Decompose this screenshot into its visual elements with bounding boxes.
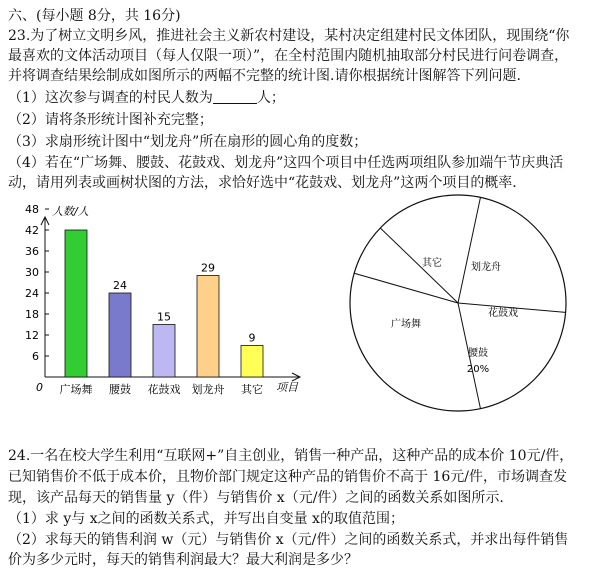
answer-blank[interactable] xyxy=(213,89,257,104)
pie-chart-marks xyxy=(350,195,566,411)
y-tick-label: 12 xyxy=(25,329,39,342)
y-tick-label: 24 xyxy=(25,287,39,300)
x-axis-label: 项目 xyxy=(276,381,298,394)
y-tick-label: 48 xyxy=(25,203,39,216)
bar-chart-marks xyxy=(60,230,264,396)
q23-sub3: （3）求扇形统计图中“划龙舟”所在扇形的圆心角的度数； xyxy=(8,134,368,150)
x-category-label: 广场舞 xyxy=(59,383,93,396)
q23-sub1 xyxy=(8,88,285,108)
q23-sub1-text: （1）这次参与调查的村民人数为 xyxy=(8,90,213,106)
pie-slice-percent: 20% xyxy=(466,364,490,375)
y-tick-label: 42 xyxy=(25,224,39,237)
pie-slice-label: 腰鼓 xyxy=(468,348,488,359)
y-axis-label: 人数/人 xyxy=(52,205,89,218)
bar-chart xyxy=(0,195,320,405)
q24-sub2-line-1: （2）求每天的销售利润 w（元）与销售价 x（元/件）之间的函数关系式，并求出每件销售 xyxy=(8,532,569,548)
bar-data-label: 24 xyxy=(113,279,127,292)
q23-sub4-line-2: 动，请用列表或画树状图的方法，求恰好选中“花鼓戏、划龙舟”这两个项目的概率. xyxy=(8,175,517,191)
bar-data-label: 29 xyxy=(201,261,215,275)
q23-sub4-line-1: （4）若在“广场舞、腰鼓、花鼓戏、划龙舟”这四个项目中任选两项组队参加端午节庆典活 xyxy=(8,155,564,171)
bar-data-label: 15 xyxy=(157,310,171,324)
bar xyxy=(109,293,131,377)
y-tick-label: 30 xyxy=(25,266,39,279)
pie-slice-label: 其它 xyxy=(422,258,442,269)
q23-line-2: 最喜欢的文体活动项目（每人仅限一项）”，在全村范围内随机抽取部分村民进行问卷调查， xyxy=(8,48,569,64)
pie-slice-label: 花鼓戏 xyxy=(488,308,518,319)
q23-line-3: 并将调查结果绘制成如图所示的两幅不完整的统计图.请你根据统计图解答下列问题. xyxy=(8,68,521,84)
y-tick-label: 6 xyxy=(32,350,39,363)
section-heading: 六、(每小题 8分，共 16分) xyxy=(8,8,181,24)
bar xyxy=(65,230,87,377)
x-category-label: 花鼓戏 xyxy=(147,383,181,396)
pie-slice-label: 划龙舟 xyxy=(471,262,501,273)
bar xyxy=(241,346,263,378)
x-category-label: 其它 xyxy=(241,383,263,396)
y-tick-label: 18 xyxy=(25,308,39,321)
q24-line-1: 24.一名在校大学生利用“互联网+”自主创业，销售一种产品，这种产品的成本价 10元/件， xyxy=(8,448,574,464)
pie-chart xyxy=(330,190,591,415)
x-category-label: 腰鼓 xyxy=(109,383,131,396)
bar xyxy=(197,276,219,378)
bar xyxy=(153,325,175,378)
x-category-label: 划龙舟 xyxy=(191,383,225,396)
origin-label: 0 xyxy=(36,381,43,394)
q24-line-2: 已知销售价不低于成本价，且物价部门规定这种产品的销售价不高于 16元/件，市场调查发 xyxy=(8,469,567,485)
pie-slice-label: 广场舞 xyxy=(391,319,421,330)
q23-line-1: 23.为了树立文明乡风，推进社会主义新农村建设，某村决定组建村民文体团队，现围绕“你 xyxy=(8,28,570,44)
q23-sub1-unit: 人； xyxy=(256,90,285,106)
q24-sub1: （1）求 y与 x之间的函数关系式，并写出自变量 x的取值范围； xyxy=(8,511,404,527)
q24-line-3: 现，该产品每天的销售量 y（件）与销售价 x（元/件）之间的函数关系如图所示. xyxy=(8,490,504,506)
q23-sub2: （2）请将条形统计图补充完整； xyxy=(8,112,213,128)
q24-sub2-line-2: 价为多少元时，每天的销售利润最大？最大利润是多少？ xyxy=(8,552,358,568)
y-tick-label: 36 xyxy=(25,245,39,258)
bar-data-label: 9 xyxy=(248,331,256,345)
